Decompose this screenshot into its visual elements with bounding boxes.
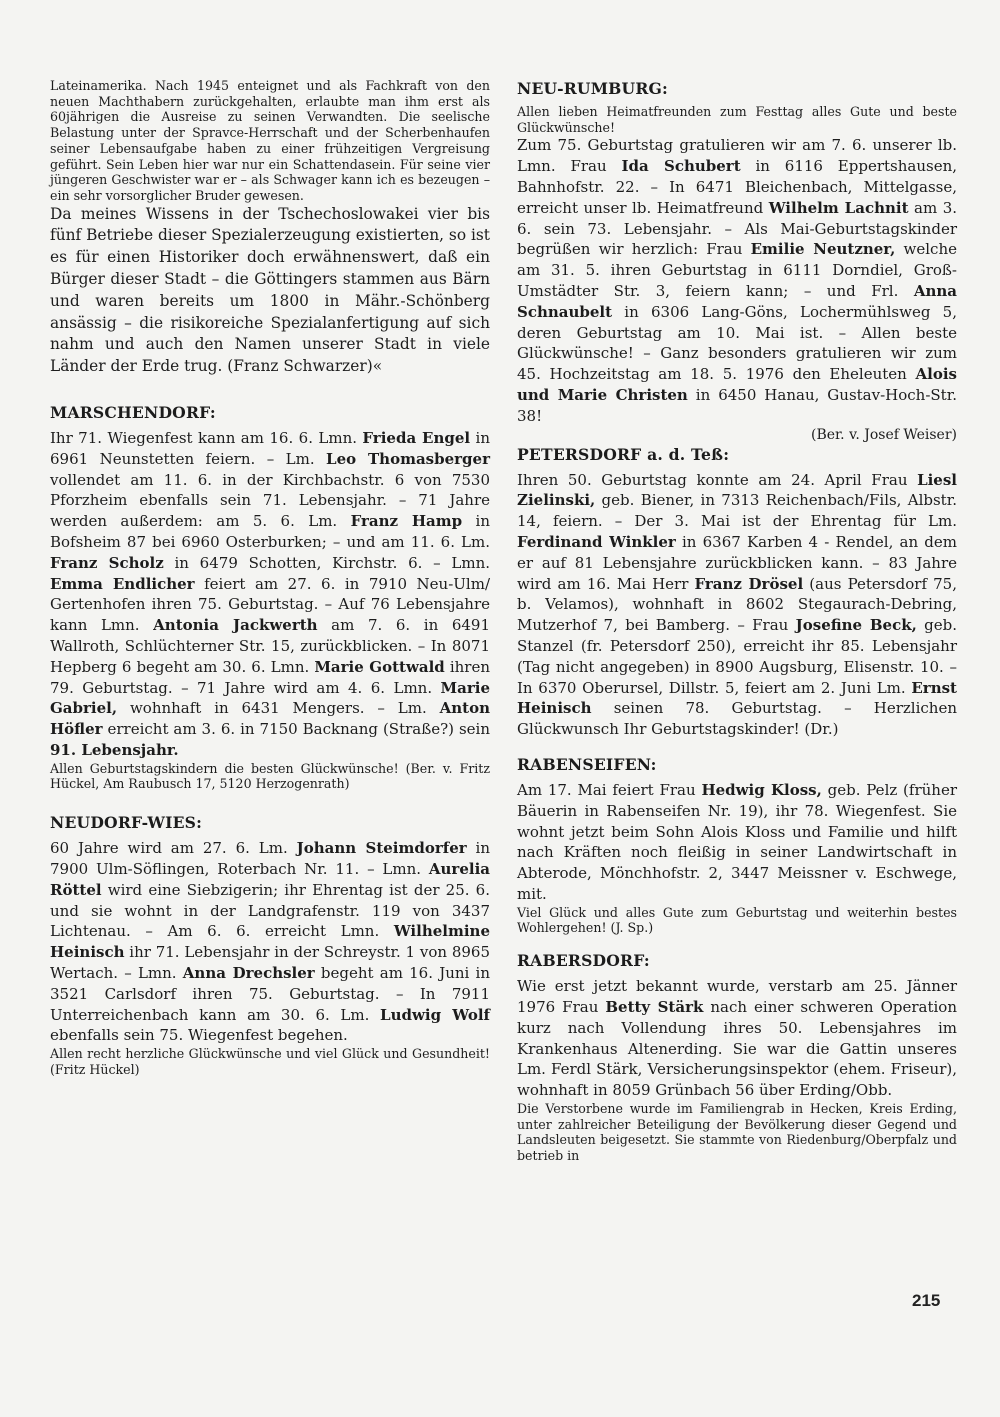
person-name: Frieda Engel: [362, 429, 471, 447]
person-name: Betty Stärk: [605, 997, 704, 1016]
section-body-petersdorf: Ihren 50. Geburtstag konnte am 24. April Frau Liesl Zielinski, geb. Biener, in 7313 Reichenbach/Fils, Albstr. 14, feiern. – Der 3. Mai ist der Ehrentag für Lm. Ferdinand Winkler in 6367 Karben 4 - Rendel, an dem er auf 81 Lebensjahre zurückblicken kann. – 83 Jahre wird am 16. Mai Herr Franz Drösel (aus Petersdorf 75, b. Velamos), wohnhaft in 8602 Stegaurach-Debring, Mutzerhof 7, bei Bamberg. – Frau Josefine Beck, geb. Stanzel (fr. Petersdorf 250), erreicht ihr 85. Lebensjahr (Tag nicht angegeben) in 8900 Augsburg, Elisenstr. 10. – In 6370 Oberursel, Dillstr. 5, feiert am 2. Juni Lm. Ernst Heinisch seinen 78. Geburtstag. – Herzlichen Glückwunsch Ihr Geburtstagskinder! (Dr.): [517, 470, 958, 739]
section-heading-petersdorf: PETERSDORF a. d. Teß:: [517, 444, 730, 464]
person-name: Franz Drösel: [694, 574, 804, 593]
person-name: Wilhelm Lachnit: [768, 198, 909, 217]
person-name: Franz Hamp: [350, 512, 463, 531]
section-closing-neudorf-wies: Allen recht herzliche Glückwünsche und viel Glück und Gesundheit! (Fritz Hückel): [50, 1046, 490, 1077]
person-name: Anton Höfler: [50, 699, 490, 739]
person-name: Emma Endlicher: [50, 574, 195, 593]
page-number: 215: [912, 1291, 941, 1310]
section-body-marschendorf: Ihr 71. Wiegenfest kann am 16. 6. Lmn. Frieda Engel in 6961 Neunstetten feiern. – Lm. Leo Thomasberger vollendet am 11. 6. in der Kirchbachstr. 6 von 7530 Pforzheim ebenfalls sein 71. Lebensjahr. – 71 Jahre werden außerdem: am 5. 6. Lm. Franz Hamp in Bofsheim 87 bei 6960 Osterburken; – und am 11. 6. Lm. Franz Scholz in 6479 Schotten, Kirchstr. 6. – Lmn. Emma Endlicher feiert am 27. 6. in 7910 Neu-Ulm/ Gertenhofen ihren 75. Geburtstag. – Auf 76 Lebensjahre kann Lmn. Antonia Jackwerth am 7. 6. in 6491 Wallroth, Schlüchterner Str. 15, zurückblicken. – In 8071 Hepberg 6 begeht am 30. 6. Lmn. Marie Gottwald ihren 79. Geburtstag. – 71 Jahre wird am 4. 6. Lmn. Marie Gabriel, wohnhaft in 6431 Mengers. – Lm. Anton Höfler erreicht am 3. 6. in 7150 Backnang (Straße?) sein 91. Lebensjahr.: [50, 429, 491, 759]
section-body-neudorf-wies: 60 Jahre wird am 27. 6. Lm. Johann Steimdorfer in 7900 Ulm-Söflingen, Roterbach Nr. 11. – Lmn. Aurelia Röttel wird eine Siebzigerin; ihr Ehrentag ist der 25. 6. und sie wohnt in der Landgrafenstr. 119 von 3437 Lichtenau. – Am 6. 6. erreicht Lmn. Wilhelmine Heinisch ihr 71. Lebensjahr in der Schreystr. 1 von 8965 Wertach. – Lmn. Anna Drechsler begeht am 16. Juni in 3521 Carlsdorf ihren 75. Geburtstag. – In 7911 Unterreichenbach kann am 30. 6. Lm. Ludwig Wolf ebenfalls sein 75. Wiegenfest begehen.: [50, 839, 490, 1045]
person-name: Johann Steimdorfer: [296, 839, 467, 858]
section-closing-rabersdorf: Die Verstorbene wurde im Familiengrab in Hecken, Kreis Erding, unter zahlreicher Beteiligung der Bevölkerung dieser Gegend und Landsleuten beigesetzt. Sie stammte von Riedenburg/Oberpfalz und betrieb in: [517, 1100, 957, 1163]
person-name: Wilhelmine Heinisch: [50, 922, 490, 962]
person-name: Anna Drechsler: [182, 963, 315, 982]
person-name: Franz Scholz: [50, 553, 164, 572]
person-name: Ferdinand Winkler: [517, 532, 676, 551]
section-heading-rabersdorf: RABERSDORF:: [517, 951, 650, 971]
section-body-rabenseifen: Am 17. Mai feiert Frau Hedwig Kloss, geb. Pelz (früher Bäuerin in Rabenseifen Nr. 19), ihr 78. Wiegenfest. Sie wohnt jetzt beim Sohn Alois Kloss und Familie und hilft nach Kräften noch fleißig in seiner Landwirtschaft in Abterode, Mönchhofstr. 2, 3447 Meissner v. Eschwege, mit.: [517, 780, 957, 903]
person-name: Anna Schnaubelt: [517, 281, 957, 321]
person-name: Alois und Marie Christen: [517, 365, 957, 404]
section-heading-neu-rumburg: NEU-RUMBURG:: [517, 79, 668, 98]
person-name: Liesl Zielinski,: [517, 470, 957, 510]
section-heading-neudorf-wies: NEUDORF-WIES:: [50, 813, 203, 833]
left-column: [50, 78, 490, 1078]
person-name: Marie Gabriel,: [50, 678, 490, 718]
signature-neu-rumburg: (Ber. v. Josef Weiser): [810, 426, 957, 443]
person-name: Emilie Neutzner,: [750, 240, 896, 259]
right-column: [517, 78, 957, 1164]
person-name: Josefine Beck,: [795, 616, 917, 635]
section-closing-marschendorf: Allen Geburtstagskindern die besten Glückwünsche! (Ber. v. Fritz Hückel, Am Raubusch 17, 5120 Herzogenrath): [50, 760, 490, 792]
age-milestone: 91. Lebensjahr.: [50, 740, 179, 759]
section-heading-rabenseifen: RABENSEIFEN:: [517, 754, 657, 774]
person-name: Leo Thomasberger: [326, 449, 490, 468]
person-name: Ernst Heinisch: [517, 678, 957, 718]
person-name: Aurelia Röttel: [50, 859, 490, 899]
section-heading-marschendorf: MARSCHENDORF:: [50, 403, 216, 422]
section-body-rabersdorf: Wie erst jetzt bekannt wurde, verstarb am 25. Jänner 1976 Frau Betty Stärk nach einer schweren Operation kurz nach Vollendung ihres 50. Lebensjahres im Krankenhaus Altenerding. Sie war die Gattin unseres Lm. Ferdl Stärk, Versicherungsinspektor (ehem. Friseur), wohnhaft in 8059 Grünbach 56 über Erding/Obb.: [517, 977, 957, 1100]
section-closing-rabenseifen: Viel Glück und alles Gute zum Geburtstag und weiterhin bestes Wohlergehen! (J. Sp.): [517, 904, 957, 936]
person-name: Marie Gottwald: [314, 657, 445, 676]
person-name: Antonia Jackwerth: [153, 616, 318, 635]
section-body-neu-rumburg: Zum 75. Geburtstag gratulieren wir am 7. 6. unserer lb. Lmn. Frau Ida Schubert in 6116 Eppertshausen, Bahnhofstr. 22. – In 6471 Bleichenbach, Mittelgasse, erreicht unser lb. Heimatfreund Wilhelm Lachnit am 3. 6. sein 73. Lebensjahr. – Als Mai-Geburtstagskinder begrüßen wir herzlich: Frau Emilie Neutzner, welche am 31. 5. ihren Geburtstag in 6111 Dorndiel, Groß-Umstädter Str. 3, feiern kann; – und Frl. Anna Schnaubelt in 6306 Lang-Göns, Lochermühlsweg 5, deren Geburtstag am 10. Mai ist. – Allen beste Glückwünsche! – Ganz besonders gratulieren wir zum 45. Hochzeitstag am 18. 5. 1976 den Eheleuten Alois und Marie Christen in 6450 Hanau, Gustav-Hoch-Str. 38!: [517, 136, 958, 425]
section-intro-neu-rumburg: Allen lieben Heimatfreunden zum Festtag alles Gute und beste Glückwünsche!: [517, 104, 957, 135]
person-name: Hedwig Kloss,: [701, 780, 822, 799]
person-name: Ida Schubert: [621, 157, 741, 176]
person-name: Ludwig Wolf: [380, 1005, 490, 1024]
obituary-continuation: Lateinamerika. Nach 1945 enteignet und als Fachkraft von den neuen Machthabern zurückgehalten, erlaubte man ihm erst als 60jährigen die Ausreise zu seinen Verwandten. Die seelische Belastung unter der Spravce-Herrschaft und der Scherbenhaufen seiner Lebensaufgabe haben zu einer frühzeitigen Vergreisung geführt. Sein Leben hier war nur ein Schattendasein. Für seine vier jüngeren Geschwister war er – als Schwager kann ich es bezeugen – ein sehr vorsorglicher Bruder gewesen.: [50, 78, 490, 203]
historical-paragraph: Da meines Wissens in der Tschechoslowakei vier bis fünf Betriebe dieser Spezialerzeugung existierten, so ist es für einen Historiker doch erwähnenswert, daß ein Bürger dieser Stadt – die Göttingers stammen aus Bärn und waren bereits um 1800 in Mähr.-Schönberg ansässig – die risikoreiche Spezialanfertigung auf sich nahm und auch den Namen unserer Stadt in viele Länder der Erde trug. (Franz Schwarzer)«: [50, 204, 490, 376]
